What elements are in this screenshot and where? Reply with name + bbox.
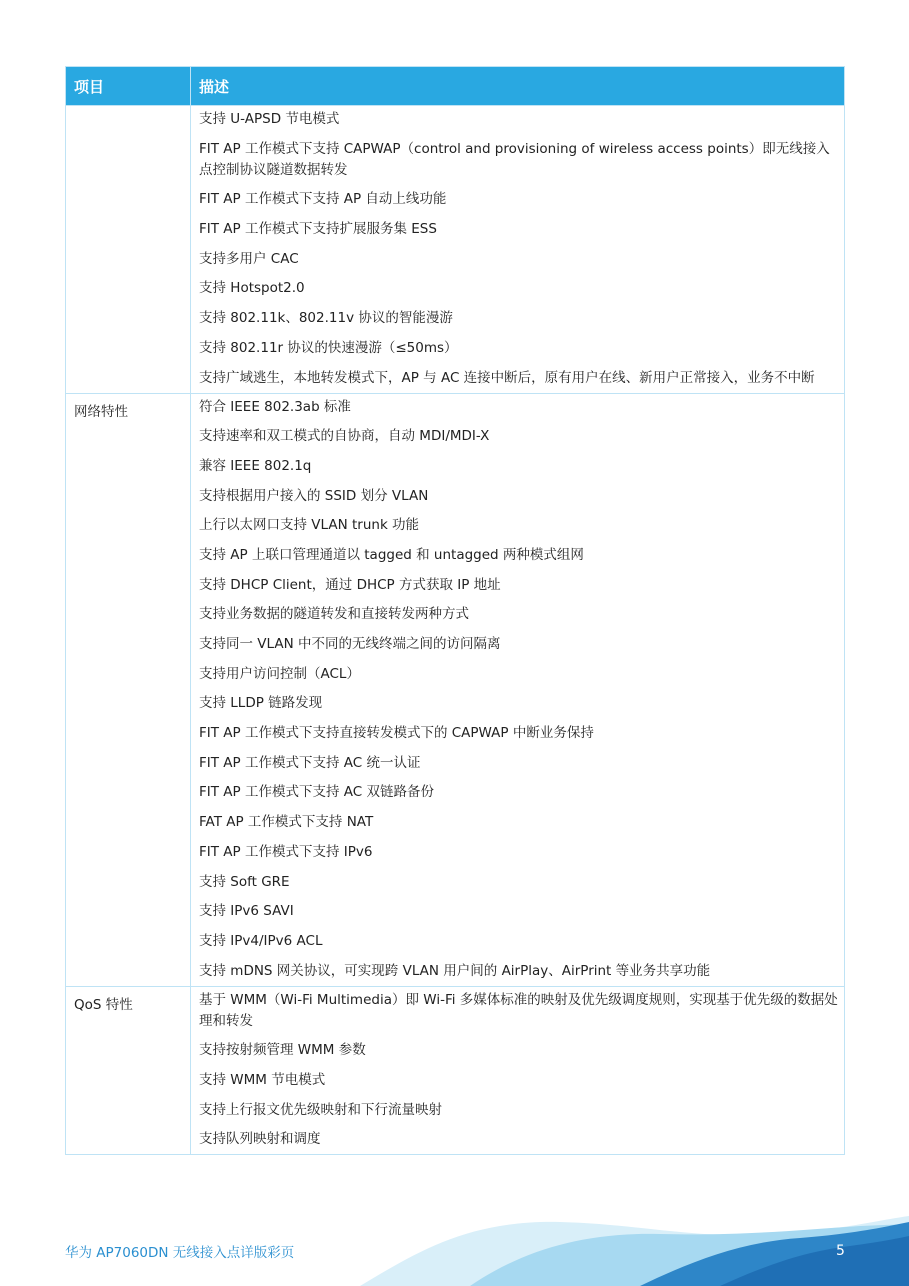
desc-item: 基于 WMM（Wi-Fi Multimedia）即 Wi-Fi 多媒体标准的映射及优先级调度规则，实现基于优先级的数据处理和转发 [199, 991, 838, 1029]
desc-item: FIT AP 工作模式下支持 AP 自动上线功能 [199, 191, 447, 208]
desc-item: 支持 Soft GRE [199, 873, 290, 890]
desc-list [191, 987, 844, 1155]
desc-item: 支持多用户 CAC [199, 250, 299, 267]
desc-item: 支持根据用户接入的 SSID 划分 VLAN [199, 487, 429, 504]
table-row [66, 986, 845, 1155]
desc-item: FIT AP 工作模式下支持 IPv6 [199, 843, 373, 860]
desc-item: 兼容 IEEE 802.1q [199, 457, 312, 474]
desc-item: 支持按射频管理 WMM 参数 [199, 1042, 366, 1059]
table-body [66, 106, 845, 1155]
desc-item: FIT AP 工作模式下支持 AC 双链路备份 [199, 784, 434, 801]
desc-item: 支持 LLDP 链路发现 [199, 695, 323, 712]
desc-list [191, 106, 844, 393]
desc-item: 支持速率和双工模式的自协商，自动 MDI/MDI-X [199, 428, 490, 445]
page-number: 5 [836, 1243, 845, 1259]
table-row [66, 106, 845, 394]
desc-item: 上行以太网口支持 VLAN trunk 功能 [199, 517, 420, 534]
desc-item: 支持广域逃生，本地转发模式下，AP 与 AC 连接中断后，原有用户在线、新用户正常接入，业务不中断 [199, 369, 815, 386]
desc-cell [191, 106, 845, 394]
header-item: 项目 [66, 67, 191, 106]
header-desc: 描述 [191, 67, 845, 106]
desc-item: 支持 mDNS 网关协议，可实现跨 VLAN 用户间的 AirPlay、AirPrint 等业务共享功能 [199, 962, 711, 979]
desc-item: 支持 IPv4/IPv6 ACL [199, 932, 323, 949]
footer-wave-decoration [0, 1190, 909, 1286]
table-header-row [66, 67, 845, 106]
desc-item: FIT AP 工作模式下支持 CAPWAP（control and provisioning of wireless access points）即无线接入点控制协议隧道数据转发 [199, 140, 830, 178]
desc-item: 支持队列映射和调度 [199, 1131, 321, 1148]
item-cell [66, 106, 191, 394]
desc-list [191, 394, 844, 986]
desc-item: 支持 U-APSD 节电模式 [199, 111, 340, 127]
desc-item: FAT AP 工作模式下支持 NAT [199, 814, 374, 831]
desc-item: 符合 IEEE 802.3ab 标准 [199, 398, 351, 415]
desc-item: FIT AP 工作模式下支持直接转发模式下的 CAPWAP 中断业务保持 [199, 725, 594, 742]
footer-title: 华为 AP7060DN 无线接入点详版彩页 [65, 1245, 295, 1261]
desc-item: FIT AP 工作模式下支持扩展服务集 ESS [199, 221, 437, 238]
desc-item: 支持 IPv6 SAVI [199, 903, 294, 920]
table-row [66, 393, 845, 986]
desc-item: 支持 802.11r 协议的快速漫游（≤50ms） [199, 339, 458, 356]
desc-item: 支持用户访问控制（ACL） [199, 665, 360, 682]
desc-item: 支持同一 VLAN 中不同的无线终端之间的访问隔离 [199, 636, 501, 652]
desc-item: 支持 Hotspot2.0 [199, 280, 305, 297]
desc-cell [191, 393, 845, 986]
desc-cell [191, 986, 845, 1155]
desc-item: 支持上行报文优先级映射和下行流量映射 [199, 1101, 442, 1118]
item-cell: QoS 特性 [66, 986, 191, 1155]
spec-table [65, 66, 845, 1155]
item-cell: 网络特性 [66, 393, 191, 986]
desc-item: 支持 WMM 节电模式 [199, 1071, 326, 1088]
desc-item: 支持 802.11k、802.11v 协议的智能漫游 [199, 310, 453, 327]
desc-item: 支持业务数据的隧道转发和直接转发两种方式 [199, 606, 469, 623]
desc-item: 支持 DHCP Client，通过 DHCP 方式获取 IP 地址 [199, 576, 501, 593]
desc-item: FIT AP 工作模式下支持 AC 统一认证 [199, 754, 421, 771]
desc-item: 支持 AP 上联口管理通道以 tagged 和 untagged 两种模式组网 [199, 546, 584, 563]
